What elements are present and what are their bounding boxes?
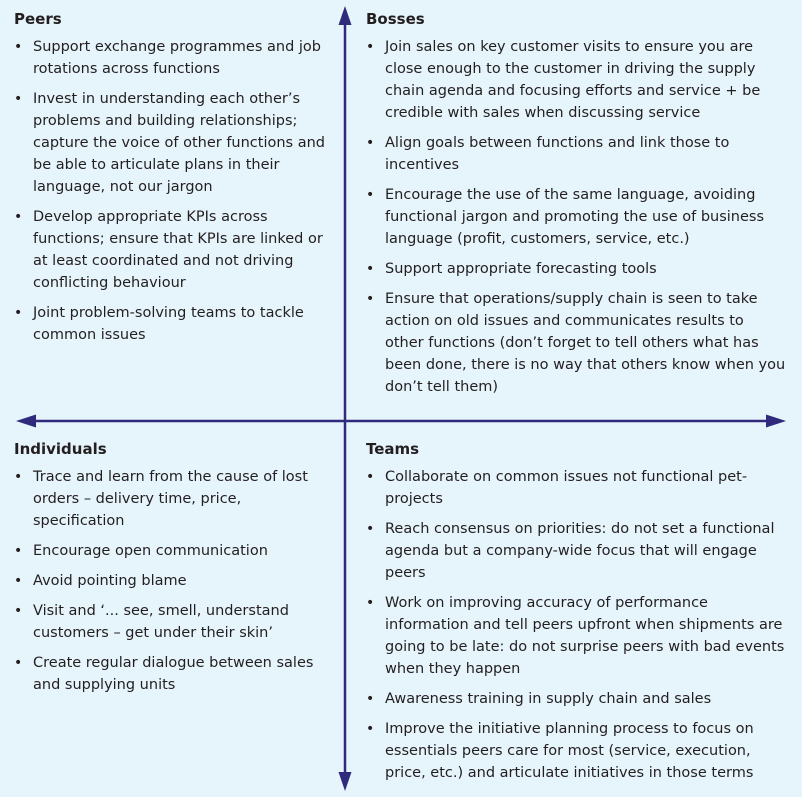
bullet-item: • Support appropriate forecasting tools — [366, 258, 786, 280]
bullet-item: • Support exchange programmes and job rotations across functions — [14, 36, 326, 80]
peers-quadrant — [14, 8, 326, 354]
bullet-item: • Encourage open communication — [14, 540, 326, 562]
individuals-quadrant — [14, 438, 326, 704]
bullet-item: • Encourage the use of the same language, avoiding functional jargon and promoting the use of business language (profit, customers, service, etc.) — [366, 184, 786, 250]
bullet-item: • Align goals between functions and link those to incentives — [366, 132, 786, 176]
axis-arrow-down-icon — [339, 772, 352, 791]
teams-list — [366, 466, 786, 784]
individuals-title: Individuals — [14, 440, 107, 458]
bullet-item: • Improve the initiative planning process to focus on essentials peers care for most (service, execution, price, etc.) and articulate initiatives in those terms — [366, 718, 786, 784]
bullet-item: • Avoid pointing blame — [14, 570, 326, 592]
bullet-item: • Create regular dialogue between sales and supplying units — [14, 652, 326, 696]
bosses-list — [366, 36, 786, 398]
bullet-item: • Join sales on key customer visits to ensure you are close enough to the customer in driving the supply chain agenda and focusing efforts and service + be credible with sales when discussing service — [366, 36, 786, 124]
bosses-title: Bosses — [366, 10, 425, 28]
bullet-item: • Trace and learn from the cause of lost orders – delivery time, price, specification — [14, 466, 326, 532]
bullet-item: • Awareness training in supply chain and sales — [366, 688, 786, 710]
bullet-item: • Ensure that operations/supply chain is seen to take action on old issues and communicates results to other functions (don’t forget to tell others what has been done, there is no way that others know when you don’t tell them) — [366, 288, 786, 398]
bullet-item: • Visit and ‘... see, smell, understand customers – get under their skin’ — [14, 600, 326, 644]
bullet-item: • Invest in understanding each other’s problems and building relationships; capture the voice of other functions and be able to articulate plans in their language, not our jargon — [14, 88, 326, 198]
bullet-item: • Collaborate on common issues not functional pet-projects — [366, 466, 786, 510]
axis-arrow-left-icon — [16, 415, 36, 428]
teams-quadrant — [366, 438, 786, 792]
bullet-item: • Reach consensus on priorities: do not set a functional agenda but a company-wide focus that will engage peers — [366, 518, 786, 584]
axis-arrow-up-icon — [339, 6, 352, 25]
bullet-item: • Develop appropriate KPIs across functions; ensure that KPIs are linked or at least coordinated and not driving conflicting behaviour — [14, 206, 326, 294]
bosses-quadrant — [366, 8, 786, 406]
peers-list — [14, 36, 326, 346]
peers-title: Peers — [14, 10, 62, 28]
bullet-item: • Joint problem-solving teams to tackle common issues — [14, 302, 326, 346]
teams-title: Teams — [366, 440, 420, 458]
bullet-item: • Work on improving accuracy of performance information and tell peers upfront when shipments are going to be late: do not surprise peers with bad events when they happen — [366, 592, 786, 680]
individuals-list — [14, 466, 326, 696]
axis-arrow-right-icon — [766, 415, 786, 428]
